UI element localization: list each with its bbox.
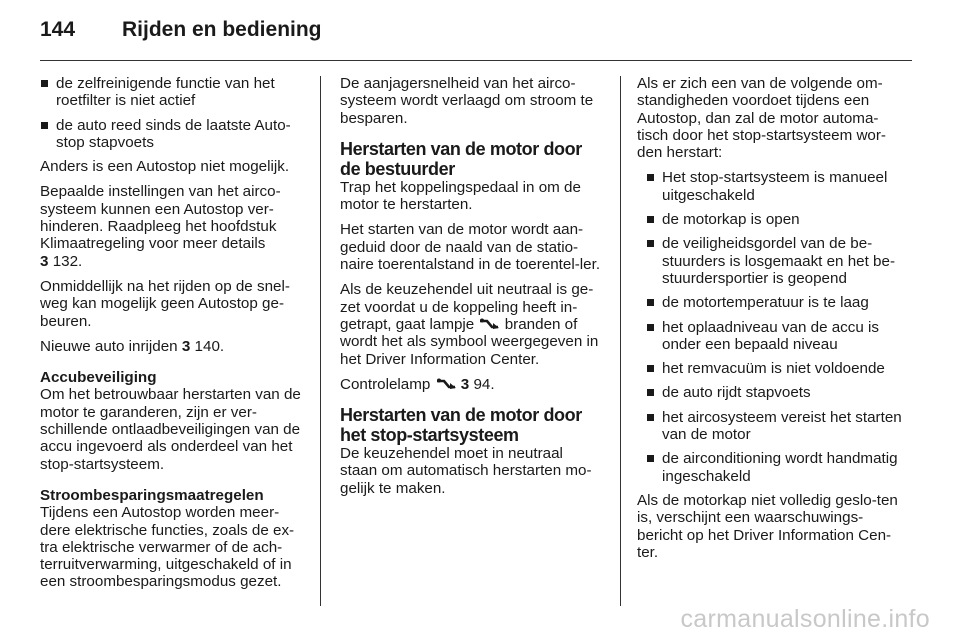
section-heading: Herstarten van de motor door de bestuurder <box>340 138 582 179</box>
paragraph: Trap het koppelingspedaal in om de motor te herstarten. <box>340 178 581 214</box>
page-reference[interactable]: 132. <box>52 252 83 270</box>
page-ref-arrow-icon: 3 <box>181 337 191 355</box>
list-item: de auto reed sinds de laatste Auto-stop stapvoets <box>40 117 308 152</box>
column-divider-2 <box>620 76 621 606</box>
list-item: de auto rijdt stapvoets <box>646 384 903 401</box>
list-item: het aircosysteem vereist het starten van de motor <box>646 409 903 444</box>
paragraph: De aanjagersnelheid van het airco-systeem wordt verlaagd om stroom te besparen. <box>340 75 594 127</box>
list-item: de motortemperatuur is te laag <box>646 294 903 311</box>
list-item: de veiligheidsgordel van de be-stuurders is losgemaakt en het be-stuurdersportier is geopend <box>646 235 903 287</box>
paragraph: Onmiddellijk na het rijden op de snel-weg kan mogelijk geen Autostop ge-beuren. <box>40 277 290 330</box>
page-number: 144 <box>40 18 76 41</box>
section-heading: Herstarten van de motor door het stop-startsysteem <box>340 405 582 446</box>
list-item: Het stop-startsysteem is manueel uitgeschakeld <box>646 169 903 204</box>
engine-restart-indicator-icon <box>478 318 500 330</box>
header-rule <box>40 60 912 61</box>
paragraph: Als de keuzehendel uit neutraal is ge-zet voordat u de koppeling heeft in-getrapt, gaat lampje branden of wordt het als symbool weergegeven in het Driver Information Center. <box>340 281 599 368</box>
bullet-list <box>40 75 308 151</box>
engine-restart-indicator-icon <box>435 378 457 390</box>
paragraph: Anders is een Autostop niet mogelijk. <box>40 158 290 176</box>
paragraph: Bepaalde instellingen van het airco-systeem kunnen een Autostop ver-hinderen. Raadpleeg het hoofdstuk Klimaatregeling voor meer details 3 132. <box>40 183 281 270</box>
page-ref-arrow-icon: 3 <box>40 252 49 270</box>
page-reference[interactable]: 140. <box>194 337 225 355</box>
list-item: het remvacuüm is niet voldoende <box>646 360 903 377</box>
paragraph: Tijdens een Autostop worden meer-dere elektrische functies, zoals de ex-tra elektrische verwarmer of de ach-terruitverwarming, uitgeschakeld of in een stroombesparingsmodus gezet. <box>40 504 295 591</box>
page-title: Rijden en bediening <box>122 18 322 41</box>
column-3 <box>637 75 903 569</box>
paragraph: Controlelamp 3 94. <box>340 375 495 393</box>
column-divider-1 <box>320 76 321 606</box>
page-ref-arrow-icon: 3 <box>460 375 470 393</box>
list-item: de motorkap is open <box>646 211 903 228</box>
list-item: de zelfreinigende functie van het roetfilter is niet actief <box>40 75 308 110</box>
section-heading: Accubeveiliging <box>40 369 157 387</box>
page-reference[interactable]: 94. <box>473 375 495 393</box>
watermark: carmanualsonline.info <box>680 605 930 633</box>
paragraph: Als er zich een van de volgende om-standigheden voordoet tijdens een Autostop, dan zal de motor automa-tisch door het stop-startsysteem wor-den herstart: <box>637 75 886 162</box>
paragraph: Het starten van de motor wordt aan-geduid door de naald van de statio-naire toerentalstand in de toerentel-ler. <box>340 221 601 274</box>
list-item: het oplaadniveau van de accu is onder een bepaald niveau <box>646 319 903 354</box>
paragraph: Nieuwe auto inrijden 3 140. <box>40 337 225 355</box>
paragraph: Om het betrouwbaar herstarten van de motor te garanderen, zijn er ver-schillende ontlaadbeveiligingen van de accu ingevoerd als onderdeel van het stop-startsysteem. <box>40 386 301 473</box>
column-2 <box>340 75 604 505</box>
bullet-list <box>637 169 903 484</box>
paragraph: Als de motorkap niet volledig geslo-ten is, verschijnt een waarschuwings-bericht op het Driver Information Cen-ter. <box>637 491 898 561</box>
section-heading: Stroombesparingsmaatregelen <box>40 486 264 504</box>
list-item: de airconditioning wordt handmatig ingeschakeld <box>646 450 903 485</box>
paragraph: De keuzehendel moet in neutraal staan om automatisch herstarten mo-gelijk te maken. <box>340 445 592 497</box>
column-1 <box>40 75 308 599</box>
